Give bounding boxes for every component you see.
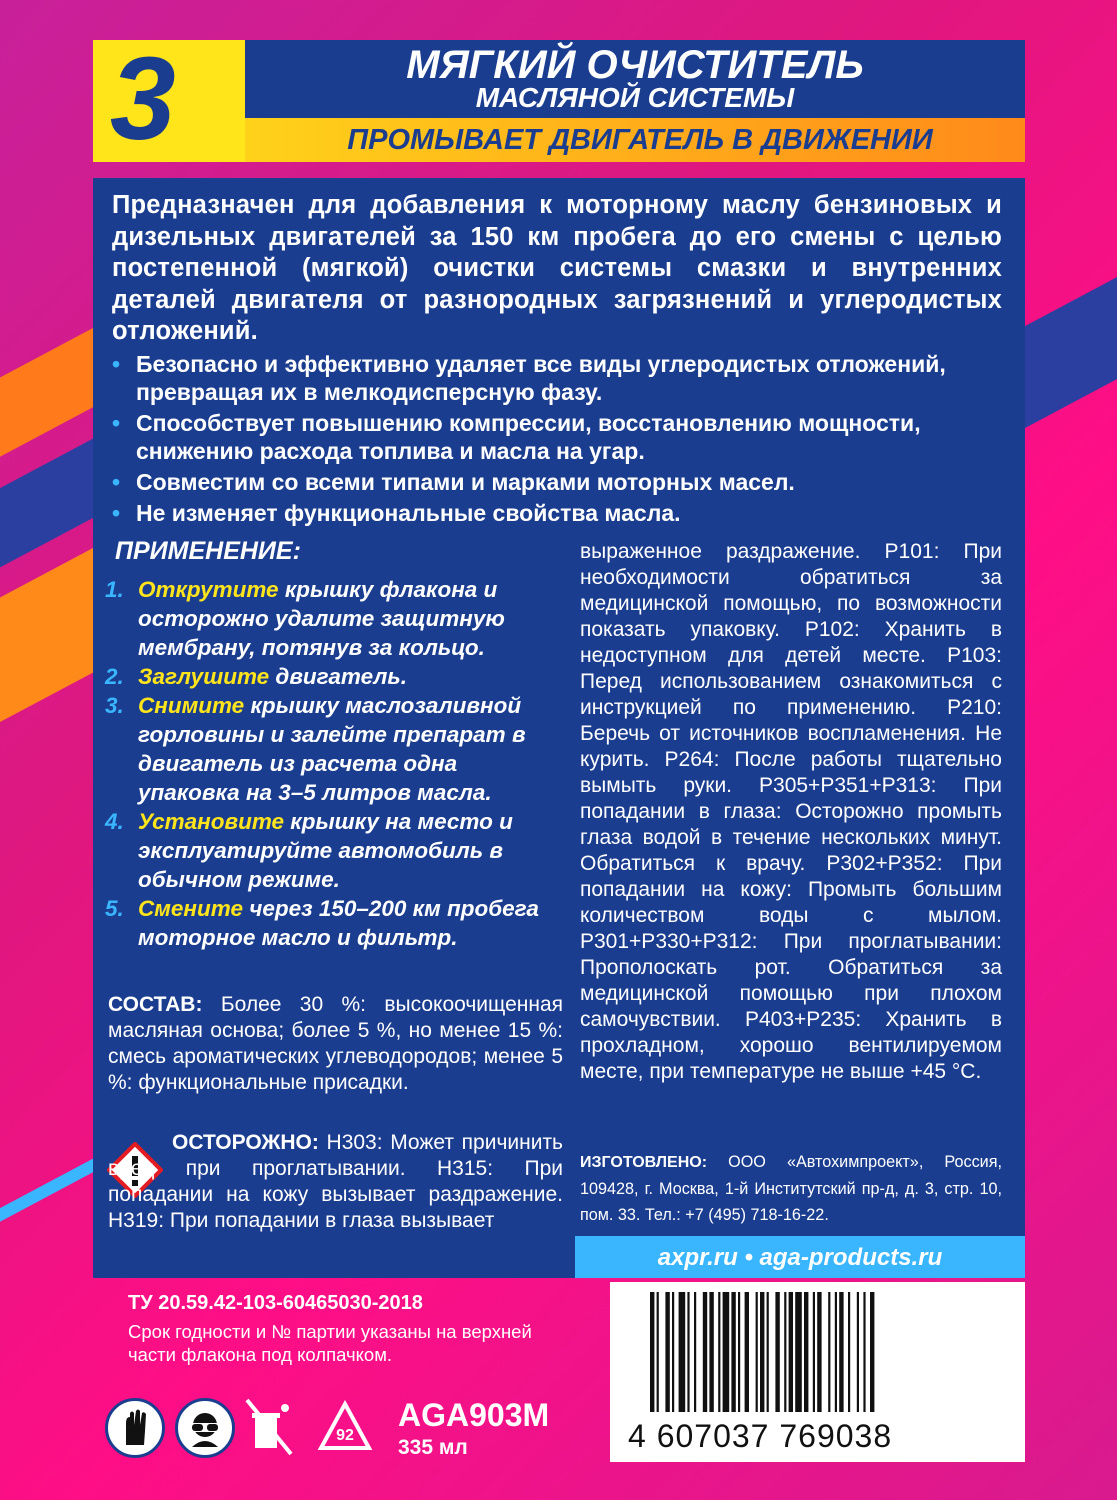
barcode-bar bbox=[784, 1292, 786, 1412]
bullet-icon: • bbox=[112, 410, 121, 436]
barcode-bar bbox=[813, 1292, 815, 1412]
barcode-bar bbox=[756, 1292, 758, 1412]
barcode-bar bbox=[738, 1292, 740, 1412]
barcode-bar bbox=[767, 1292, 769, 1412]
feature-item: • Способствует повышению компрессии, восстановлению мощности, снижению расхода топлива и масла на угар. bbox=[112, 410, 921, 464]
barcode-bar bbox=[687, 1292, 689, 1412]
trash-bin-icon bbox=[245, 1398, 295, 1458]
barcode-bar bbox=[848, 1292, 850, 1412]
barcode-bar bbox=[672, 1292, 674, 1412]
barcode-bar bbox=[789, 1292, 793, 1412]
barcode-bar bbox=[817, 1292, 821, 1412]
shelf-life-text: Срок годности и № партии указаны на верхней части флакона под колпачком. bbox=[128, 1321, 532, 1365]
feature-item: • Совместим со всеми типами и марками моторных масел. bbox=[112, 469, 795, 495]
barcode-bar bbox=[775, 1292, 779, 1412]
step-item: 2. Заглушите двигатель. bbox=[105, 664, 407, 689]
barcode-bar bbox=[709, 1292, 713, 1412]
barcode-bar bbox=[723, 1292, 730, 1412]
barcode-bar bbox=[760, 1292, 764, 1412]
sku-code: AGA903M bbox=[398, 1397, 550, 1433]
barcode-bar bbox=[650, 1292, 654, 1412]
step-item: 3. Снимите крышку маслозаливной горловины и залейте препарат в двигатель из расчета одна упаковка на 3–5 литров масла. bbox=[105, 693, 526, 805]
barcode-bar bbox=[657, 1292, 659, 1412]
barcode-bar bbox=[857, 1292, 859, 1412]
barcode-bar bbox=[839, 1292, 843, 1412]
application-steps bbox=[105, 575, 565, 952]
bullet-icon: • bbox=[112, 351, 121, 377]
feature-item: • Не изменяет функциональные свойства масла. bbox=[112, 500, 681, 526]
manufacturer-text: ИЗГОТОВЛЕНО: ООО «Автохимпроект», Россия, 109428, г. Москва, 1-й Институтский пр-д, д. 3, стр. 10, пом. 33. Тел.: +7 (495) 718-16-22. bbox=[580, 1153, 1002, 1224]
composition-text: СОСТАВ: Более 30 %: высокоочищенная масляная основа; более 5 %, но менее 15 %: смесь ароматических углеводородов; менее 5 %: функциональные присадки. bbox=[108, 993, 563, 1094]
website-link[interactable]: axpr.ru • aga-products.ru bbox=[657, 1244, 943, 1271]
barcode-bar bbox=[863, 1292, 865, 1412]
bullet-icon: • bbox=[112, 500, 121, 526]
product-subtitle: ПРОМЫВАЕТ ДВИГАТЕЛЬ В ДВИЖЕНИИ bbox=[347, 124, 933, 156]
product-title-line2: МАСЛЯНОЙ СИСТЕМЫ bbox=[475, 82, 795, 113]
recycle-code: 92 bbox=[336, 1427, 354, 1444]
step-item: 5. Смените через 150–200 км пробега моторное масло и фильтр. bbox=[105, 896, 539, 950]
barcode-bar bbox=[870, 1292, 874, 1412]
barcode-bar bbox=[665, 1292, 669, 1412]
product-title: МЯГКИЙ ОЧИСТИТЕЛЬ bbox=[406, 43, 864, 87]
bullet-icon: • bbox=[112, 469, 121, 495]
barcode-bars bbox=[610, 1282, 1025, 1422]
barcode-bar bbox=[703, 1292, 707, 1412]
barcode-bar bbox=[828, 1292, 830, 1412]
barcode-bar bbox=[679, 1292, 686, 1412]
application-title: ПРИМЕНЕНИЕ: bbox=[115, 537, 301, 565]
barcode-bar bbox=[718, 1292, 720, 1412]
warning-text: ОСТОРОЖНО: H303: Может причинить вред при проглатывании. H315: При попадании на кожу вызывает раздражение. H319: При попадании в глаза вызывает bbox=[108, 1131, 563, 1232]
step-item: 1. Открутите крышку флакона и осторожно удалите защитную мембрану, потянув за кольцо. bbox=[105, 577, 505, 660]
barcode-bar bbox=[731, 1292, 735, 1412]
tu-code: ТУ 20.59.42-103-60465030-2018 bbox=[128, 1292, 423, 1314]
volume: 335 мл bbox=[398, 1436, 468, 1459]
feature-item: • Безопасно и эффективно удаляет все виды углеродистых отложений, превращая их в мелкодисперсную фазу. bbox=[112, 351, 946, 405]
goggles-icon bbox=[175, 1398, 235, 1458]
barcode-bar bbox=[694, 1292, 696, 1412]
intro-text: Предназначен для добавления к моторному маслу бензиновых и дизельных двигателей за 150 км пробега до его смены с целью постепенной (мягкой) очистки системы смазки и внутренних деталей двигателя от разнородных загрязнений и углеродистых отложений. bbox=[112, 191, 1002, 345]
barcode-bar bbox=[835, 1292, 837, 1412]
barcode-bar bbox=[745, 1292, 749, 1412]
warning-continued: выраженное раздражение. P101: При необходимости обратиться за медицинской помощью, по возможности показать упаковку. P102: Хранить в недоступном для детей месте. P103: Перед использованием ознакомиться с инструкцией по применению. P210: Беречь от источников воспламенения. Не курить. P264: После работы тщательно вымыть руки. P305+P351+P313: При попадании в глаза: Осторожно промыть глаза водой в течение нескольких минут. Обратиться к врачу. P302+P352: При попадании на кожу: Промыть большим количеством воды с мылом. P301+P330+P312: При проглатывании: Прополоскать рот. Обратиться за медицинской помощью при плохом самочувствии. P403+P235: Хранить в прохладном, хорошо вентилируемом месте, при температуре не выше +45 °С. bbox=[580, 540, 1002, 1083]
gloves-icon bbox=[105, 1398, 165, 1458]
product-number: 3 bbox=[110, 33, 176, 165]
feature-list bbox=[112, 350, 1002, 530]
step-item: 4. Установите крышку на место и эксплуатируйте автомобиль в обычном режиме. bbox=[105, 809, 513, 892]
barcode-bar bbox=[795, 1292, 802, 1412]
barcode-number: 4 607037 769038 bbox=[628, 1418, 893, 1454]
barcode-bar bbox=[804, 1292, 808, 1412]
